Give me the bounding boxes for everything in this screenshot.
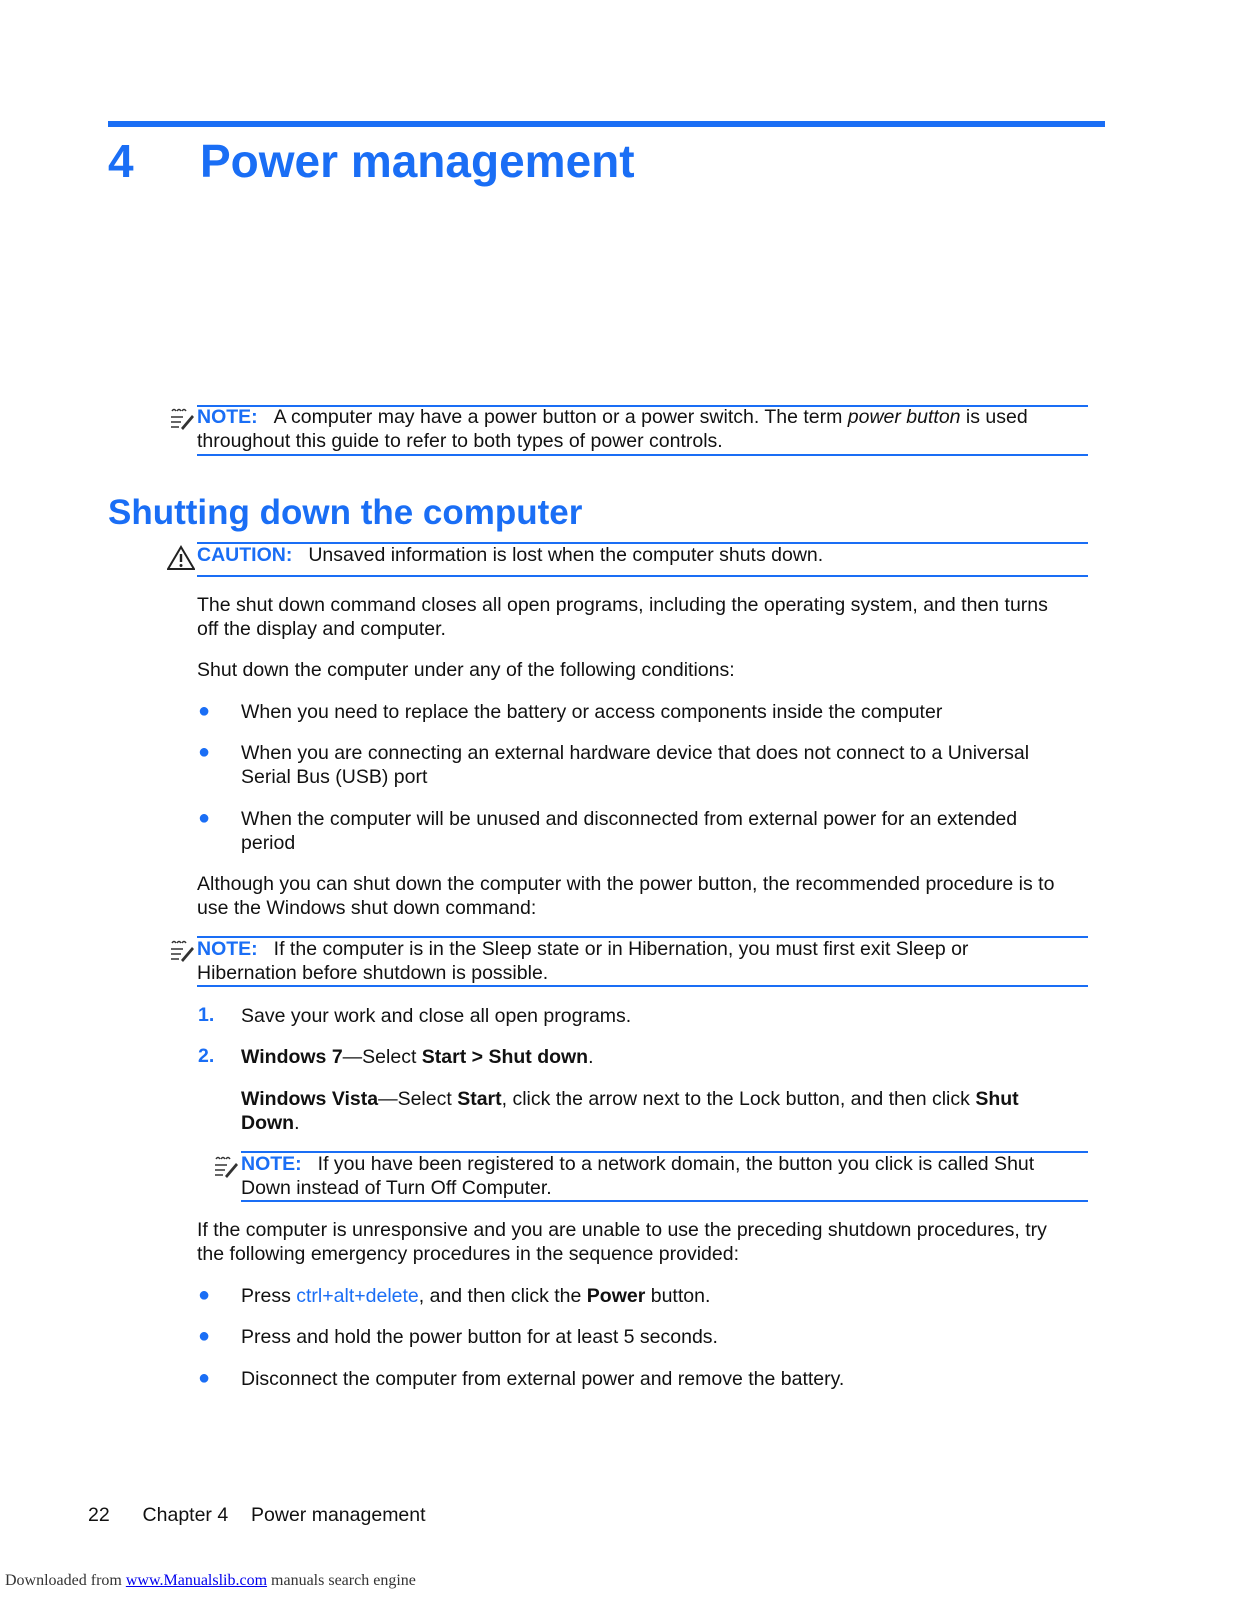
footer-title: Power management — [251, 1504, 426, 1526]
chapter-title: Power management — [200, 135, 635, 187]
step-1: Save your work and close all open programs. — [241, 1005, 632, 1027]
caution-label: CAUTION: — [197, 544, 293, 566]
paragraph-1-line-1: The shut down command closes all open programs, including the operating system, and then turns — [197, 594, 1048, 616]
bullet-icon: ● — [198, 1284, 211, 1306]
note-1-line-2: throughout this guide to refer to both types of power controls. — [197, 430, 723, 452]
bullet-icon: ● — [198, 1367, 211, 1389]
note-3-line-2: Down instead of Turn Off Computer. — [241, 1177, 552, 1199]
paragraph-3-line-2: use the Windows shut down command: — [197, 897, 537, 919]
chapter-number: 4 — [108, 135, 134, 187]
emergency-3: Disconnect the computer from external power and remove the battery. — [241, 1368, 845, 1390]
paragraph-3-line-1: Although you can shut down the computer with the power button, the recommended procedure is to — [197, 873, 1055, 895]
note-1-line-1: NOTE: A computer may have a power button or a power switch. The term power button is used — [197, 406, 1028, 428]
footer-chapter: Chapter 4 — [142, 1504, 229, 1526]
paragraph-4-line-2: the following emergency procedures in the sequence provided: — [197, 1243, 740, 1265]
note-icon — [212, 1155, 240, 1181]
bullet-icon: ● — [198, 741, 211, 763]
note-icon — [168, 939, 196, 965]
note-3-line-1: NOTE: If you have been registered to a network domain, the button you click is called Shut — [241, 1153, 1035, 1175]
condition-3-line-2: period — [241, 832, 296, 854]
step-2-windows-vista-line-1: Windows Vista—Select Start, click the arrow next to the Lock button, and then click Shut — [241, 1088, 1019, 1110]
download-banner: Downloaded from www.Manualslib.com manuals search engine — [5, 1572, 416, 1589]
paragraph-1-line-2: off the display and computer. — [197, 618, 446, 640]
step-number-2: 2. — [198, 1045, 215, 1067]
page-footer — [88, 1504, 426, 1527]
page-number: 22 — [88, 1504, 110, 1526]
emergency-1: Press ctrl+alt+delete, and then click the Power button. — [241, 1285, 711, 1307]
caution-text: CAUTION: Unsaved information is lost when the computer shuts down. — [197, 544, 824, 566]
step-2-windows-7: Windows 7—Select Start > Shut down. — [241, 1046, 594, 1068]
step-number-1: 1. — [198, 1004, 215, 1026]
bullet-icon: ● — [198, 700, 211, 722]
note-2-line-1: NOTE: If the computer is in the Sleep state or in Hibernation, you must first exit Sleep or — [197, 938, 969, 960]
section-title: Shutting down the computer — [108, 493, 583, 532]
manualslib-link[interactable]: www.Manualslib.com — [125, 1572, 268, 1589]
warning-icon — [167, 545, 195, 571]
bullet-icon: ● — [198, 1325, 211, 1347]
note-icon — [168, 407, 196, 433]
note-2-line-2: Hibernation before shutdown is possible. — [197, 962, 549, 984]
step-2-windows-vista-line-2: Down. — [241, 1112, 300, 1134]
paragraph-4-line-1: If the computer is unresponsive and you are unable to use the preceding shutdown procedures, try — [197, 1219, 1047, 1241]
condition-3-line-1: When the computer will be unused and disconnected from external power for an extended — [241, 808, 1018, 830]
chapter-rule — [108, 121, 1105, 127]
condition-1: When you need to replace the battery or access components inside the computer — [241, 701, 943, 723]
note-label: NOTE: — [241, 1153, 302, 1175]
condition-2-line-2: Serial Bus (USB) port — [241, 766, 428, 788]
bullet-icon: ● — [198, 807, 211, 829]
emergency-2: Press and hold the power button for at least 5 seconds. — [241, 1326, 718, 1348]
note-label: NOTE: — [197, 938, 258, 960]
ctrl-alt-delete-link[interactable]: ctrl+alt+delete — [296, 1285, 419, 1307]
paragraph-2: Shut down the computer under any of the following conditions: — [197, 659, 735, 681]
condition-2-line-1: When you are connecting an external hardware device that does not connect to a Universal — [241, 742, 1030, 764]
note-label: NOTE: — [197, 406, 258, 428]
